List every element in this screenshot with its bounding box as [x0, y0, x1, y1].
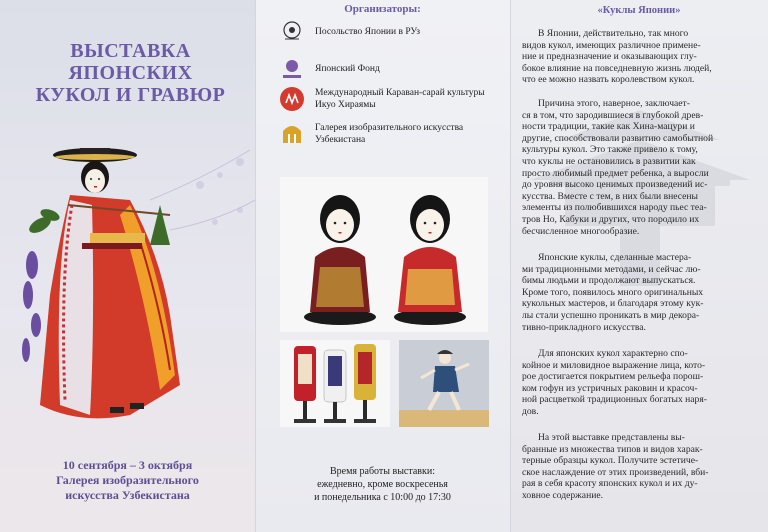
title-line: ЯПОНСКИХ — [68, 62, 193, 84]
text-line: рое достигается покрытием рельефа порош- — [522, 371, 704, 383]
hagoita-paddles-image — [280, 340, 390, 427]
text-line: видов кукол, имеющих различное примене- — [522, 39, 701, 51]
text-line: В Японии, действительно, так много — [538, 28, 689, 39]
organizers-heading: Организаторы: — [344, 3, 421, 15]
cover-panel — [0, 0, 255, 532]
organizer-gallery — [278, 120, 498, 148]
caravanserai-logo-icon — [278, 85, 306, 113]
text-line: лы стали успешно проникать в мир декора- — [522, 309, 700, 321]
hours-line: и понедельника с 10:00 до 17:30 — [314, 492, 451, 503]
organizer-embassy — [278, 18, 498, 46]
text-line: койное и миловидное выражение лица, кото- — [522, 359, 706, 371]
text-line: тивно-прикладного искусства. — [522, 321, 646, 333]
exhibition-dates — [0, 458, 255, 503]
organizer-name: Японский Фонд — [315, 64, 380, 74]
text-line: ности традиции, такие как Хина-мацури и — [522, 121, 695, 133]
organizer-caravanserai — [278, 85, 498, 113]
text-line: ние и предназначение и оказывающих глу- — [522, 51, 697, 63]
figure-photo — [399, 340, 489, 427]
text-line: Кроме того, появилось много оригинальных — [522, 286, 704, 298]
paddles-photo — [280, 340, 390, 427]
geisha-doll-image — [20, 145, 220, 445]
text-line: Японские куклы, сделанные мастера- — [538, 252, 692, 263]
date-line: Галерея изобразительного — [56, 473, 199, 487]
text-line: дов. — [522, 405, 539, 417]
text-line: просто любимый предмет ребенка, а выросли — [522, 167, 709, 179]
dancing-figure-image — [399, 340, 489, 427]
text-line: кусства. Вместе с тем, в них были внесены — [522, 190, 698, 202]
date-line: 10 сентября – 3 октября — [62, 458, 193, 472]
date-line: искусства Узбекистана — [65, 488, 190, 502]
gallery-logo-icon — [278, 120, 306, 148]
text-line: терные образцы кукол. Получите эстетиче- — [522, 455, 699, 467]
text-line: что куклы не остановились в развитии как — [522, 155, 696, 167]
text-line: элементы из полюбившихся народу пьес теа- — [522, 202, 707, 214]
text-line: рая в себя красоту японских кукол и их ду- — [522, 478, 698, 490]
text-line: другие, способствовали развитию самобытной — [522, 132, 714, 144]
title-line: ВЫСТАВКА — [70, 40, 191, 62]
japan-foundation-icon — [278, 55, 306, 83]
organizer-name: Галерея изобразительного искусства Узбекистана — [315, 123, 464, 145]
text-line: что ее можно назвать королевством кукол. — [522, 74, 695, 86]
text-line: ховное содержание. — [522, 489, 603, 501]
exhibition-title — [18, 40, 243, 106]
hours-line: Время работы выставки: — [329, 466, 436, 477]
text-line: кукольных мастеров, и благодаря этому кук- — [522, 298, 704, 310]
article-paragraph — [522, 98, 748, 237]
text-line: тров Но, Кабуки и других, что породило их — [522, 213, 700, 225]
text-line: культуры кукол. Это также привело к тому, — [522, 144, 698, 156]
organizer-name: Международный Караван-сарай культуры Икуо Хираямы — [315, 88, 485, 110]
embassy-emblem-icon — [278, 18, 306, 46]
article-paragraph — [522, 348, 748, 418]
article-paragraph — [522, 28, 748, 86]
text-line: бокое влияние на повседневную жизнь людей, — [522, 62, 712, 74]
hours-line: ежедневно, кроме воскресенья — [317, 479, 448, 490]
two-dolls-image — [280, 177, 488, 332]
text-line: ком гофун из устричных раковин и красоч- — [522, 382, 698, 394]
article-paragraph — [522, 252, 748, 333]
text-line: бесчисленное многообразие. — [522, 225, 640, 237]
dolls-photo — [280, 177, 488, 332]
text-line: Для японских кукол характерно спо- — [538, 348, 688, 359]
text-line: Причина этого, наверное, заключает- — [538, 98, 690, 109]
text-line: ся в том, что зародившиеся в глубокой древ- — [522, 109, 704, 121]
text-line: ми традиционными методами, и сейчас лю- — [522, 263, 701, 275]
text-line: бимы людьми и продолжают выпускаться. — [522, 275, 696, 287]
title-line: КУКОЛ И ГРАВЮР — [35, 84, 226, 106]
article-paragraph — [522, 432, 748, 502]
text-line: до уровня высоко ценимых произведений ис- — [522, 179, 708, 191]
organizer-japan-foundation — [278, 55, 498, 83]
text-line: ной расцветкой традиционных богатых наря- — [522, 394, 707, 406]
text-line: ское наслаждение от этих произведений, вби- — [522, 466, 709, 478]
text-line: На этой выставке представлены вы- — [538, 432, 685, 443]
opening-hours — [255, 465, 510, 504]
organizer-name: Посольство Японии в РУз — [315, 27, 421, 37]
text-line: бранные из множества типов и видов харак- — [522, 443, 703, 455]
article-heading: «Куклы Японии» — [597, 5, 681, 16]
